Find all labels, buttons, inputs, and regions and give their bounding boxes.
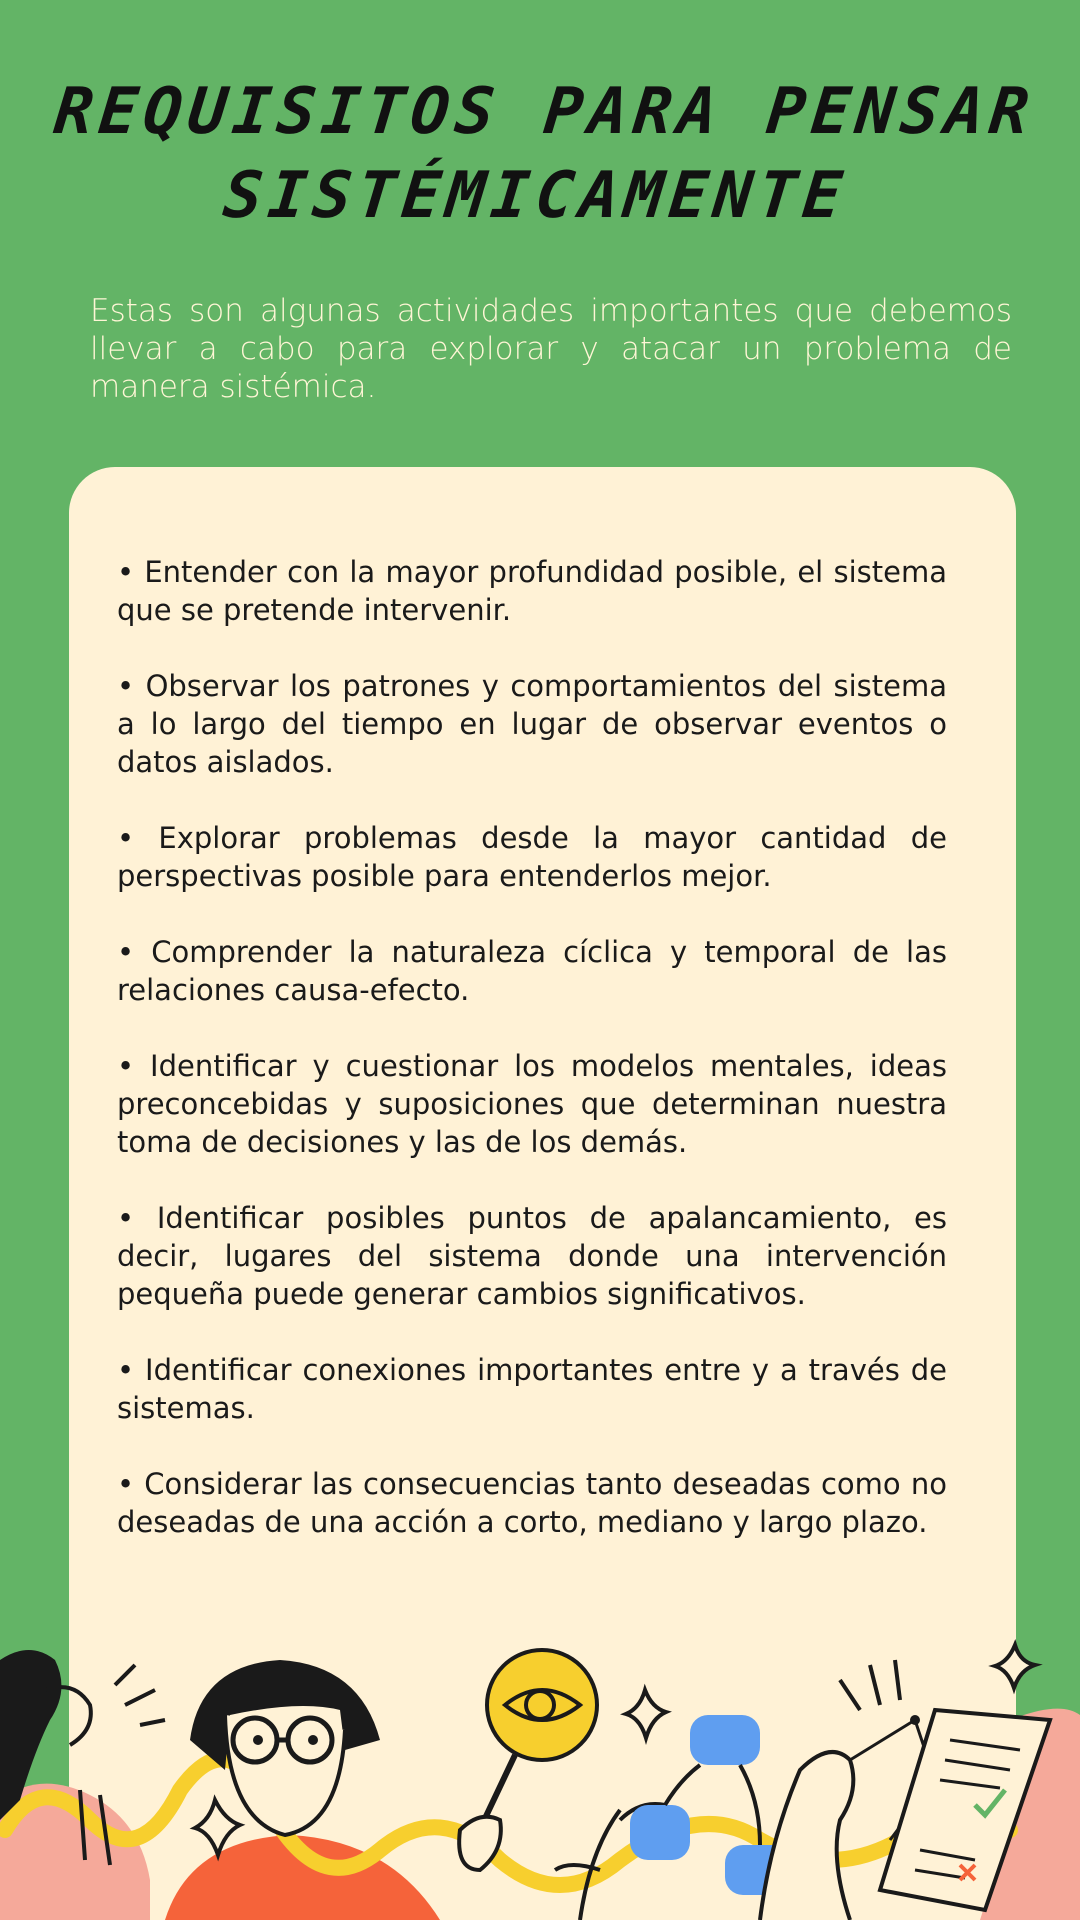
yellow-ribbon-icon: [5, 1759, 1010, 1885]
list-item: • Identificar conexiones importantes entre y a través de sistemas.: [117, 1353, 947, 1425]
intro-paragraph: Estas son algunas actividades importantes que debemos llevar a cabo para explorar y atacar un problema de manera sistémica.: [90, 293, 1012, 405]
list-item: • Explorar problemas desde la mayor cantidad de perspectivas posible para entenderlos mejor.: [117, 821, 947, 893]
list-item: • Identificar posibles puntos de apalancamiento, es decir, lugares del sistema donde una intervención pequeña puede generar cambios significativos.: [117, 1201, 947, 1311]
bottom-illustration: [0, 1620, 1080, 1920]
requirements-list: [117, 553, 947, 1579]
page-title: [0, 70, 1080, 238]
list-item: • Considerar las consecuencias tanto deseadas como no deseadas de una acción a corto, mediano y largo plazo.: [117, 1467, 947, 1539]
list-item: • Entender con la mayor profundidad posible, el sistema que se pretende intervenir.: [117, 555, 947, 627]
list-item: • Comprender la naturaleza cíclica y temporal de las relaciones causa-efecto.: [117, 935, 947, 1007]
eye-magnifier-icon: [459, 1650, 597, 1870]
title-line-1: REQUISITOS PARA PENSAR: [50, 75, 1039, 149]
list-item: • Observar los patrones y comportamientos del sistema a lo largo del tiempo en lugar de observar eventos o datos aislados.: [117, 669, 947, 779]
sparkle-icon: [626, 1690, 666, 1738]
list-item: • Identificar y cuestionar los modelos mentales, ideas preconcebidas y suposiciones que determinan nuestra toma de decisiones y las de los demás.: [117, 1049, 947, 1159]
connected-nodes-icon: [630, 1715, 790, 1895]
sparkle-icon: [995, 1645, 1035, 1688]
title-line-2: SISTÉMICAMENTE: [219, 159, 852, 233]
